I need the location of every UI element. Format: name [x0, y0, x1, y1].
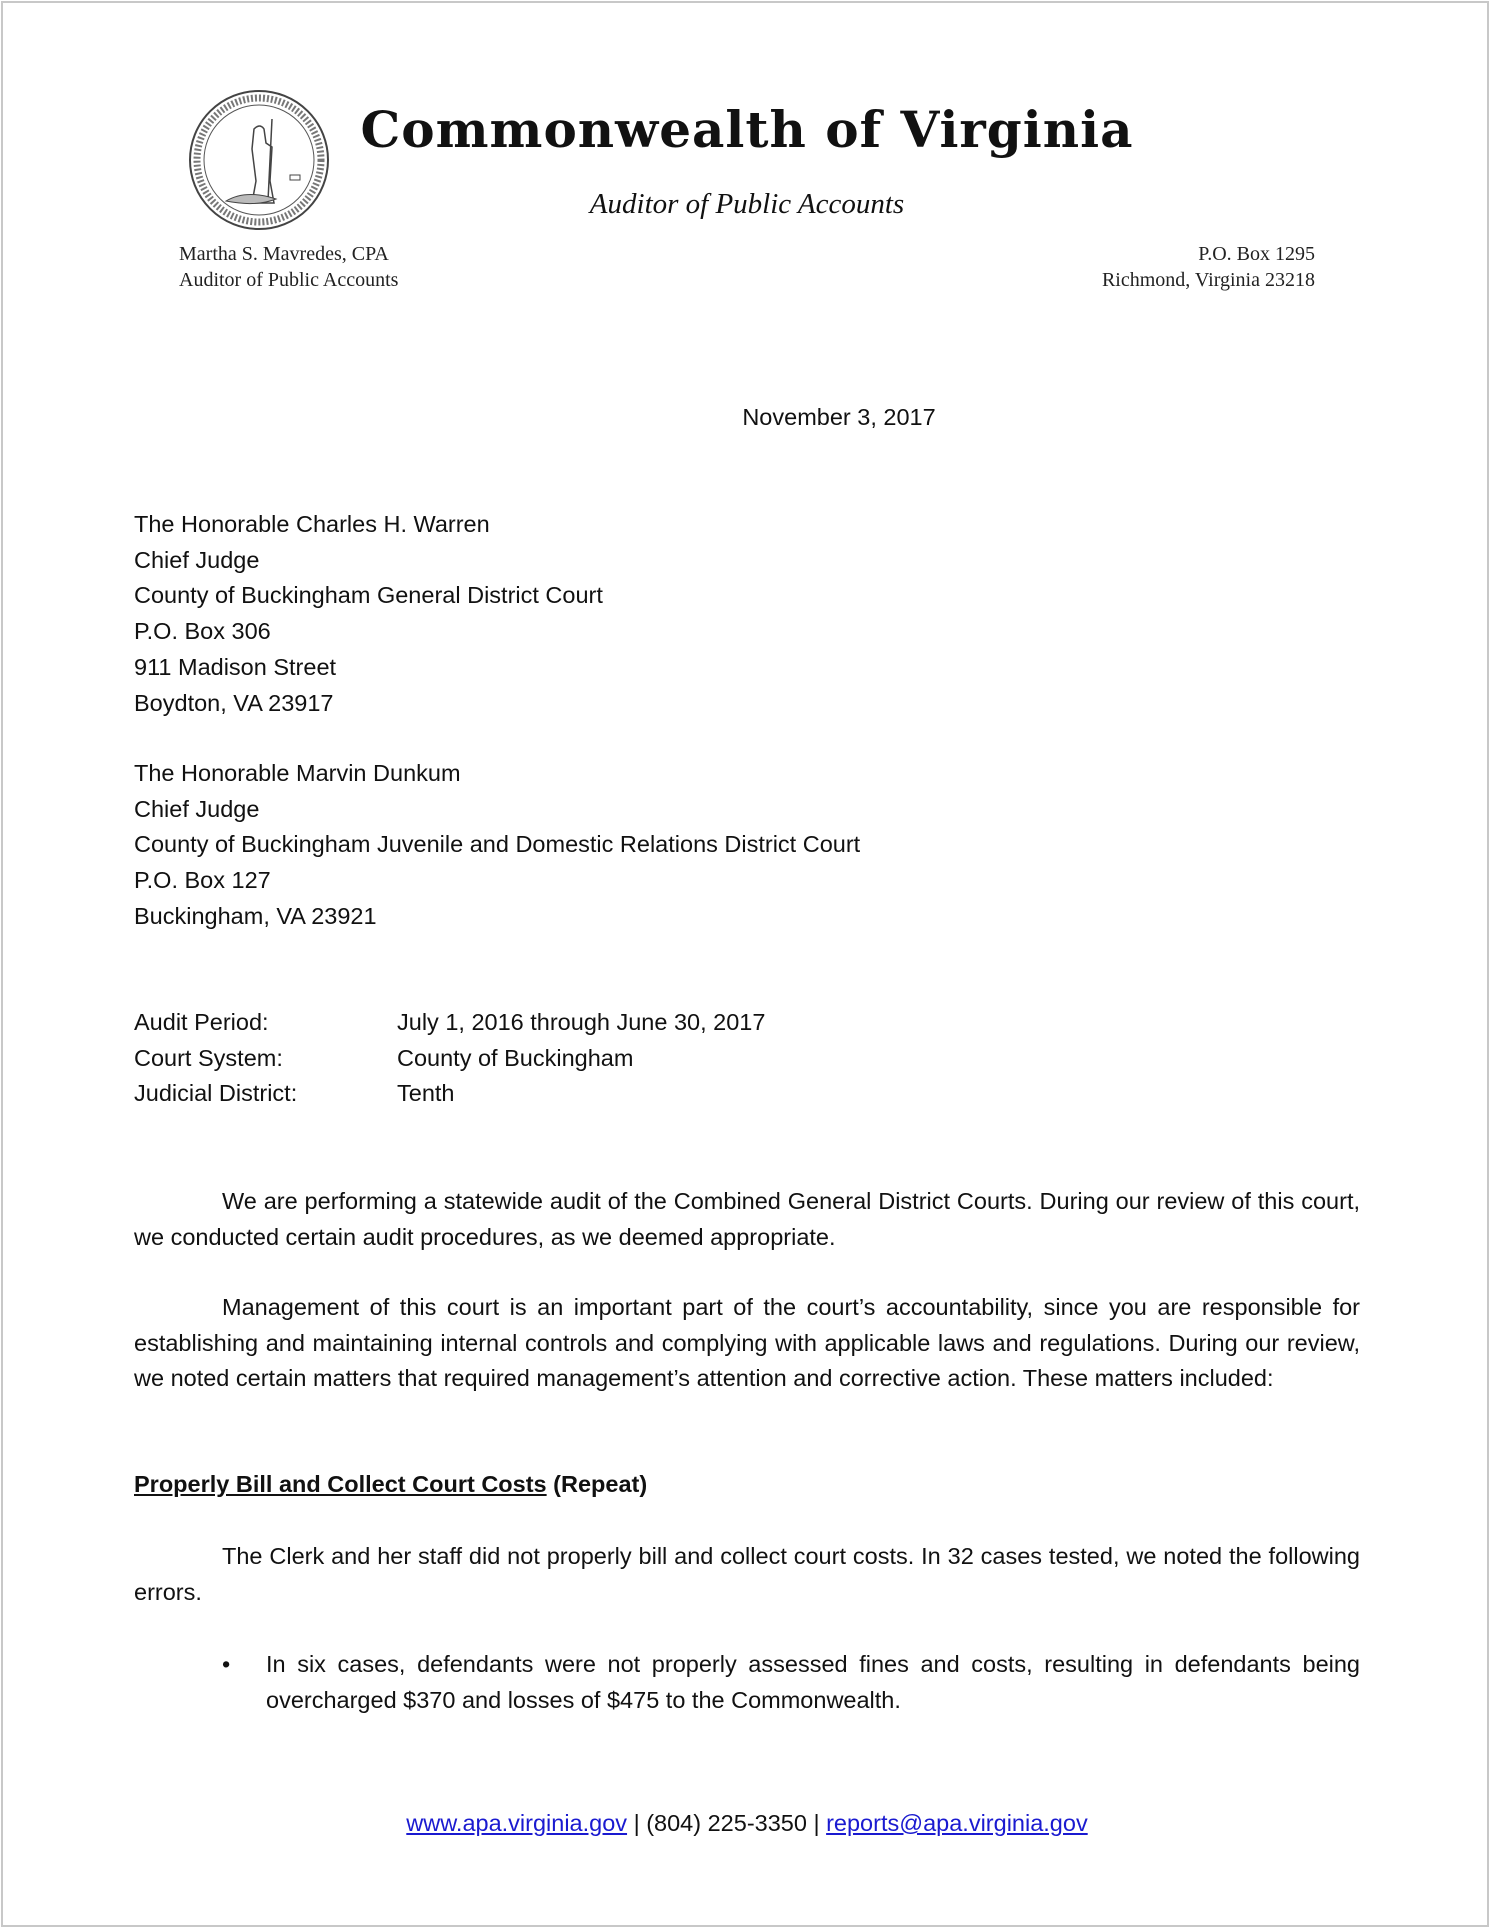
audit-value: County of Buckingham [397, 1044, 634, 1071]
letterhead-title: Commonwealth of Virginia [360, 100, 1134, 159]
recipient-2 [134, 756, 860, 935]
auditor-title: Auditor of Public Accounts [179, 269, 399, 291]
finding-title: Properly Bill and Collect Court Costs [134, 1471, 547, 1497]
audit-value: Tenth [397, 1080, 455, 1107]
recipient-line: 911 Madison Street [134, 653, 337, 680]
paragraph-intro: We are performing a statewide audit of the Combined General District Courts. During our review of this court, we conducted certain audit procedures, as we deemed appropriate. [134, 1188, 1360, 1250]
audit-label: Audit Period: [134, 1009, 269, 1035]
auditor-info [179, 241, 398, 293]
audit-label: Court System: [134, 1044, 283, 1071]
recipient-line: Chief Judge [134, 795, 260, 822]
paragraph-management: Management of this court is an important part of the court’s accountability, since you are responsible for establishing and maintaining internal controls and complying with applicable laws and regulations. During our review, we noted certain matters that required management’s attention and corrective action. These matters included: [134, 1294, 1360, 1392]
recipient-line: The Honorable Marvin Dunkum [134, 760, 461, 786]
recipient-line: County of Buckingham Juvenile and Domestic Relations District Court [134, 831, 861, 858]
recipient-line: The Honorable Charles H. Warren [134, 511, 490, 537]
finding-heading [134, 1467, 647, 1503]
audit-info-row [134, 1076, 765, 1112]
recipient-1 [134, 507, 603, 721]
footer-separator: | [813, 1810, 820, 1836]
phone-number: (804) 225-3350 [646, 1810, 807, 1836]
recipient-line: Buckingham, VA 23921 [134, 902, 377, 929]
audit-info-row [134, 1005, 765, 1041]
footer [0, 1806, 1494, 1842]
finding-tag: (Repeat) [553, 1471, 648, 1497]
audit-label: Judicial District: [134, 1080, 298, 1107]
audit-info [134, 1005, 765, 1112]
recipient-line: Chief Judge [134, 546, 260, 573]
recipient-line: Boydton, VA 23917 [134, 689, 334, 716]
finding-text: The Clerk and her staff did not properly bill and collect court costs. In 32 cases tested, we noted the following errors. [134, 1543, 1360, 1605]
footer-separator: | [633, 1810, 640, 1836]
email-link[interactable]: reports@apa.virginia.gov [826, 1810, 1088, 1836]
office-address [1102, 241, 1315, 293]
bullet-icon: • [222, 1651, 231, 1677]
recipient-line: P.O. Box 127 [134, 867, 271, 894]
finding-bullet: In six cases, defendants were not properly assessed fines and costs, resulting in defendants being overcharged $370 and losses of $475 to the Commonwealth. [266, 1651, 1360, 1713]
audit-value: July 1, 2016 through June 30, 2017 [397, 1009, 766, 1035]
city-state: Richmond, Virginia 23218 [1101, 269, 1315, 291]
letter-date: November 3, 2017 [742, 404, 936, 430]
website-link[interactable]: www.apa.virginia.gov [406, 1810, 628, 1836]
po-box: P.O. Box 1295 [1198, 243, 1315, 265]
letterhead-subtitle: Auditor of Public Accounts [589, 188, 905, 220]
recipient-line: County of Buckingham General District Court [134, 582, 603, 609]
audit-info-row [134, 1041, 765, 1077]
recipient-line: P.O. Box 306 [134, 618, 271, 645]
auditor-name: Martha S. Mavredes, CPA [179, 243, 389, 265]
